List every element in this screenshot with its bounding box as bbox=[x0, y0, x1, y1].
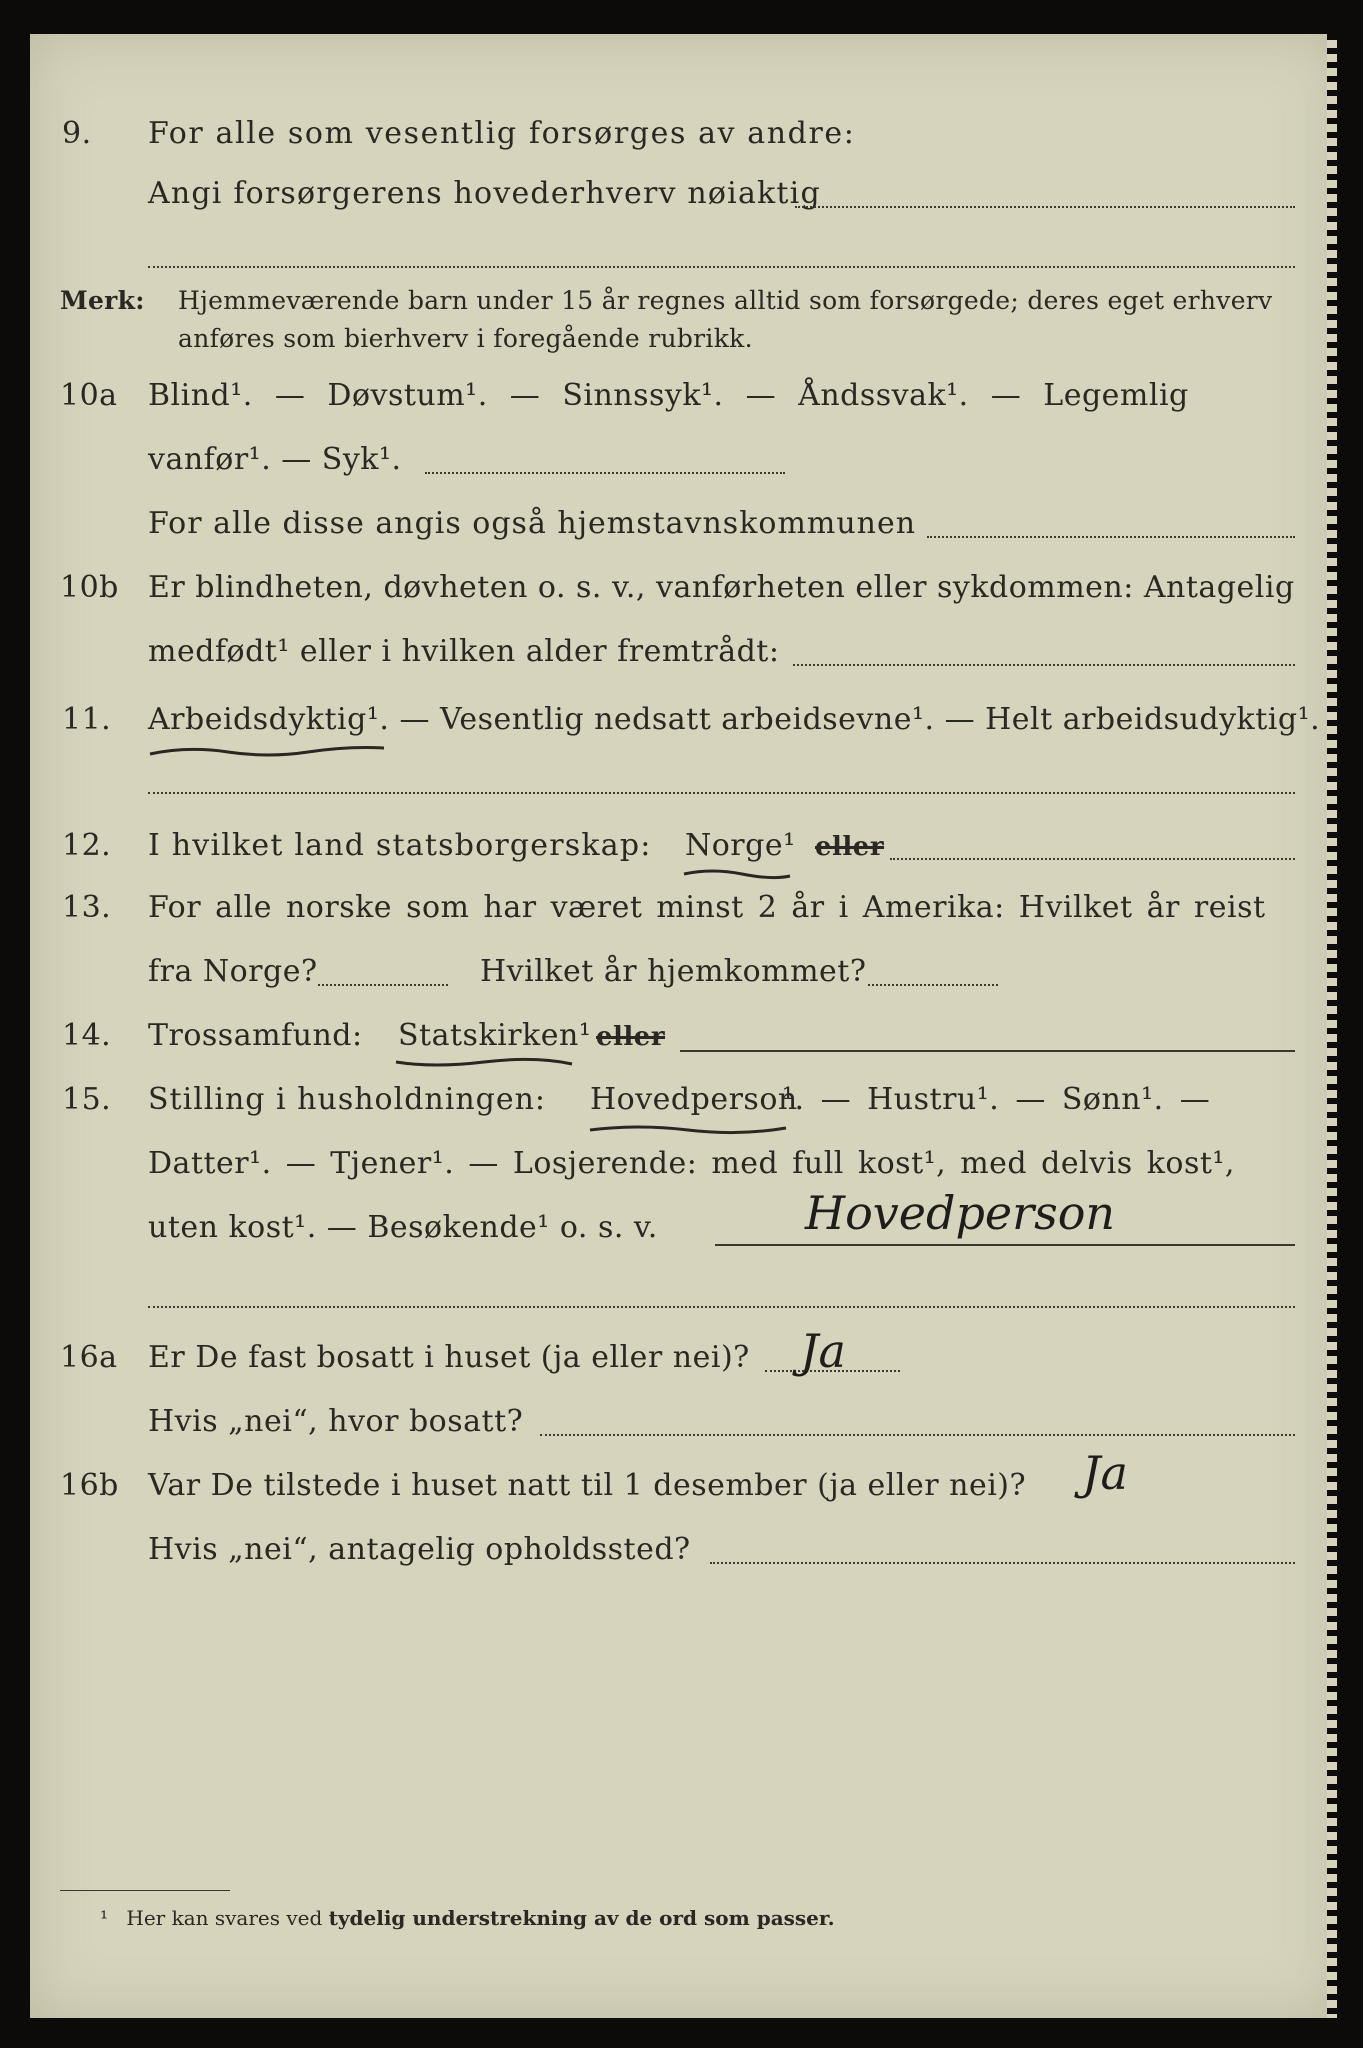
q12-row bbox=[30, 828, 1337, 868]
q9-number: 9. bbox=[62, 116, 92, 151]
q10a-row3 bbox=[30, 506, 1337, 546]
footnote-rule bbox=[60, 1890, 230, 1891]
q14-struck-eller: eller bbox=[596, 1022, 666, 1052]
q13-hjemkommet-field[interactable] bbox=[868, 984, 998, 986]
q14-number: 14. bbox=[62, 1018, 112, 1053]
merk-line1: Hjemmeværende barn under 15 år regnes alltid som forsørgede; deres eget erhverv bbox=[178, 286, 1273, 315]
q11-underlined-option[interactable]: Arbeidsdyktig bbox=[148, 702, 367, 737]
q15-number: 15. bbox=[62, 1082, 112, 1117]
q13-line1: For alle norske som har været minst 2 år i Amerika: Hvilket år reist bbox=[148, 890, 1266, 925]
q12-underlined-option[interactable] bbox=[685, 828, 796, 863]
q12-answer-field[interactable] bbox=[890, 858, 1295, 860]
q9-line2: Angi forsørgerens hovederhverv nøiaktig bbox=[148, 176, 821, 211]
q16a-line1: Er De fast bosatt i huset (ja eller nei)? bbox=[148, 1340, 750, 1375]
q14-statskirken[interactable]: Statskirken bbox=[398, 1018, 579, 1053]
footnote-mark: ¹ bbox=[100, 1906, 109, 1930]
q16a-bosatt-field[interactable] bbox=[540, 1434, 1295, 1436]
q15-row bbox=[30, 1082, 1337, 1122]
q10a-row bbox=[30, 378, 1337, 418]
q9-line1: For alle som vesentlig forsørges av andre: bbox=[148, 116, 856, 151]
q10b-line2: medfødt¹ eller i hvilken alder fremtrådt: bbox=[148, 634, 780, 669]
q11-row bbox=[30, 702, 1337, 742]
q11-extra-line[interactable] bbox=[148, 792, 1295, 794]
q13-row2 bbox=[30, 954, 1337, 994]
q16b-row2 bbox=[30, 1532, 1337, 1572]
footnote bbox=[100, 1906, 835, 1930]
census-form-page bbox=[30, 34, 1337, 2018]
merk-label: Merk: bbox=[60, 286, 145, 315]
q12-handwritten-underline bbox=[682, 866, 792, 884]
q9-row2 bbox=[30, 176, 1337, 216]
q10a-line3: For alle disse angis også hjemstavnskommunen bbox=[148, 506, 917, 541]
q11-number: 11. bbox=[62, 702, 112, 737]
q14-row bbox=[30, 1018, 1337, 1058]
q10b-answer-field[interactable] bbox=[793, 664, 1295, 666]
q16b-handwritten-answer: Ja bbox=[1082, 1446, 1128, 1500]
q16b-line2: Hvis „nei“, antagelig opholdssted? bbox=[148, 1532, 691, 1567]
q16a-row2 bbox=[30, 1404, 1337, 1444]
q16a-line2: Hvis „nei“, hvor bosatt? bbox=[148, 1404, 524, 1439]
q15-line2: Datter¹. — Tjener¹. — Losjerende: med full kost¹, med delvis kost¹, bbox=[148, 1146, 1235, 1181]
q15-row3 bbox=[30, 1210, 1337, 1250]
q14-handwritten-underline bbox=[394, 1056, 574, 1070]
q11-text bbox=[148, 702, 1320, 737]
q9-answer-field[interactable] bbox=[795, 206, 1295, 208]
q13-line2a: fra Norge? bbox=[148, 954, 318, 989]
q10a-hjemstavn-field[interactable] bbox=[927, 536, 1295, 538]
merk-line2: anføres som bierhverv i foregående rubrikk. bbox=[178, 324, 753, 353]
q9-extra-line[interactable] bbox=[148, 266, 1295, 268]
q15-line1b: ¹. — Hustru¹. — Sønn¹. — bbox=[782, 1082, 1211, 1117]
footnote-text-b: tydelig understrekning av de ord som passer. bbox=[328, 1906, 835, 1930]
q15-handwritten-answer: Hovedperson bbox=[805, 1186, 1116, 1240]
q9-row bbox=[30, 116, 1337, 156]
q10b-row bbox=[30, 570, 1337, 610]
q16a-handwritten-answer: Ja bbox=[800, 1324, 846, 1378]
q14-sup: ¹ bbox=[578, 1018, 592, 1053]
q16b-line1: Var De tilstede i huset natt til 1 desember (ja eller nei)? bbox=[148, 1468, 1027, 1503]
q14-answer-field[interactable] bbox=[680, 1050, 1295, 1052]
q10b-row2 bbox=[30, 634, 1337, 674]
q13-number: 13. bbox=[62, 890, 112, 925]
q10a-row2 bbox=[30, 442, 1337, 482]
q16a-row bbox=[30, 1340, 1337, 1380]
q15-row2 bbox=[30, 1146, 1337, 1186]
q12-sup: ¹ bbox=[783, 828, 796, 863]
q10a-number: 10a bbox=[60, 378, 118, 413]
q12-struck-eller: eller bbox=[815, 832, 885, 862]
q15-extra-line[interactable] bbox=[148, 1306, 1295, 1308]
q10a-line1: Blind¹. — Døvstum¹. — Sinnssyk¹. — Åndssvak¹. — Legemlig bbox=[148, 378, 1189, 413]
q11-rest: ¹. — Vesentlig nedsatt arbeidsevne¹. — Helt arbeidsudyktig¹. bbox=[366, 702, 1321, 737]
q15-line3: uten kost¹. — Besøkende¹ o. s. v. bbox=[148, 1210, 658, 1245]
q14-underlined-option[interactable] bbox=[398, 1018, 591, 1053]
q10b-line1: Er blindheten, døvheten o. s. v., vanførheten eller sykdommen: Antagelig bbox=[148, 570, 1295, 605]
footnote-text-a: Her kan svares ved bbox=[126, 1906, 323, 1930]
q13-row bbox=[30, 890, 1337, 930]
q15-underlined-option[interactable]: Hovedperson bbox=[590, 1082, 798, 1117]
q11-handwritten-underline bbox=[148, 742, 388, 760]
q13-reist-field[interactable] bbox=[318, 984, 448, 986]
q16b-row bbox=[30, 1468, 1337, 1508]
q10a-answer-field[interactable] bbox=[425, 472, 785, 474]
q15-answer-field[interactable] bbox=[715, 1244, 1295, 1246]
q10b-number: 10b bbox=[60, 570, 119, 605]
q15-handwritten-underline bbox=[588, 1122, 788, 1136]
q12-norge[interactable]: Norge bbox=[685, 828, 784, 863]
q12-number: 12. bbox=[62, 828, 112, 863]
q14-text: Trossamfund: bbox=[148, 1018, 363, 1053]
q16b-number: 16b bbox=[60, 1468, 119, 1503]
q16a-number: 16a bbox=[60, 1340, 118, 1375]
q13-line2b: Hvilket år hjemkommet? bbox=[480, 954, 867, 989]
q12-text: I hvilket land statsborgerskap: bbox=[148, 828, 652, 863]
q10a-line2: vanfør¹. — Syk¹. bbox=[148, 442, 402, 477]
q15-line1a: Stilling i husholdningen: bbox=[148, 1082, 547, 1117]
q16b-opholdssted-field[interactable] bbox=[710, 1562, 1295, 1564]
